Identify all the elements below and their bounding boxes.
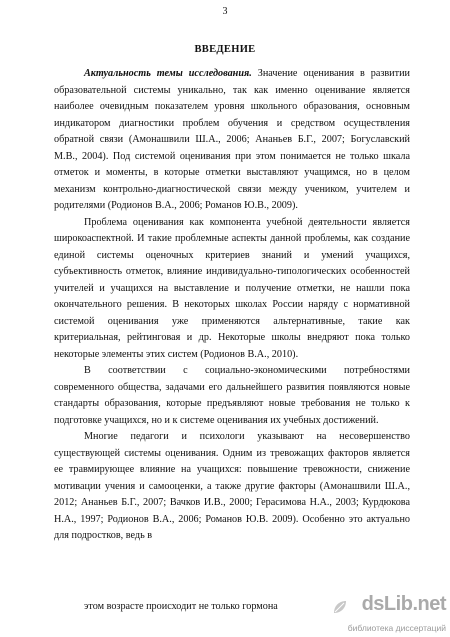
paragraph-criticism bbox=[54, 429, 410, 545]
paragraph-text: В соответствии с социально-экономическими потребностями современного общества, задачами его дальнейшего развития появляются новые стандарты образования, которые предъявляют новые требования не только к подготовке учащихся, но и к системе оценивания их учебных достижений. bbox=[54, 365, 410, 426]
watermark-logo bbox=[362, 593, 446, 616]
logo-suffix: .net bbox=[412, 593, 446, 615]
page-number: 3 bbox=[222, 6, 228, 17]
paragraph-problem bbox=[54, 215, 410, 364]
paragraph-relevance bbox=[54, 66, 410, 215]
paragraph-text: Многие педагоги и психологи указывают на несовершенство существующей системы оценивания. Одним из тревожащих факторов является ее травмирующее влияние на учащихся: повышение тревожности, снижение мотивации учения и самооценки, а также другие факторы (Амонашвили Ш.А., 2012; Ананьев Б.Г., 2007; Вачков И.В., 2000; Герасимова Н.А., 2003; Курдюкова Н.А., 1997; Родионов В.А., 2006; Романов Ю.В. 2009). Особенно это актуально для подростков, ведь в bbox=[54, 431, 410, 541]
body-text bbox=[54, 66, 410, 545]
paragraph-lead: Актуальность темы исследования. bbox=[84, 68, 252, 79]
paragraph-standards bbox=[54, 363, 410, 429]
logo-name: dsLib bbox=[361, 593, 413, 615]
section-heading: ВВЕДЕНИЕ bbox=[194, 44, 256, 55]
truncated-line: этом возрасте происходит не только гормона bbox=[84, 601, 278, 612]
paragraph-text: Значение оценивания в развитии образовательной системы уникально, так как именно оценивание является наиболее очевидным показателем уровня школьного образования, основным индикатором диагностики проблем обучения и средством осуществления обратной связи (Амонашвили Ш.А., 2006; Ананьев Б.Г., 2007; Богуславский М.В., 2004). Под системой оценивания при этом понимается не только шкала отметок и моменты, в которые отметки выставляют учащимся, но в целом механизм контрольно-диагностической связи между учеником, учителем и родителями (Родионов В.А., 2006; Романов Ю.В., 2009). bbox=[54, 68, 410, 211]
leaf-icon bbox=[332, 599, 348, 615]
paragraph-text: Проблема оценивания как компонента учебной деятельности является широкоаспектной. И такие проблемные аспекты данной проблемы, как создание единой системы оценочных критериев знаний и умений учащихся, субъективность отметок, влияние индивидуально-типологических особенностей учителей и учащихся на выставление и получение отметки, не нашли пока окончательного решения. В некоторых школах России наряду с нормативной системой оценивания уже применяются альтернативные, такие как критериальная, рейтинговая и др. Некоторые школы внедряют пока только некоторые элементы этих систем (Родионов В.А., 2010). bbox=[54, 216, 410, 360]
watermark-subtitle: библиотека диссертаций bbox=[347, 623, 446, 633]
watermark[interactable] bbox=[328, 593, 446, 633]
